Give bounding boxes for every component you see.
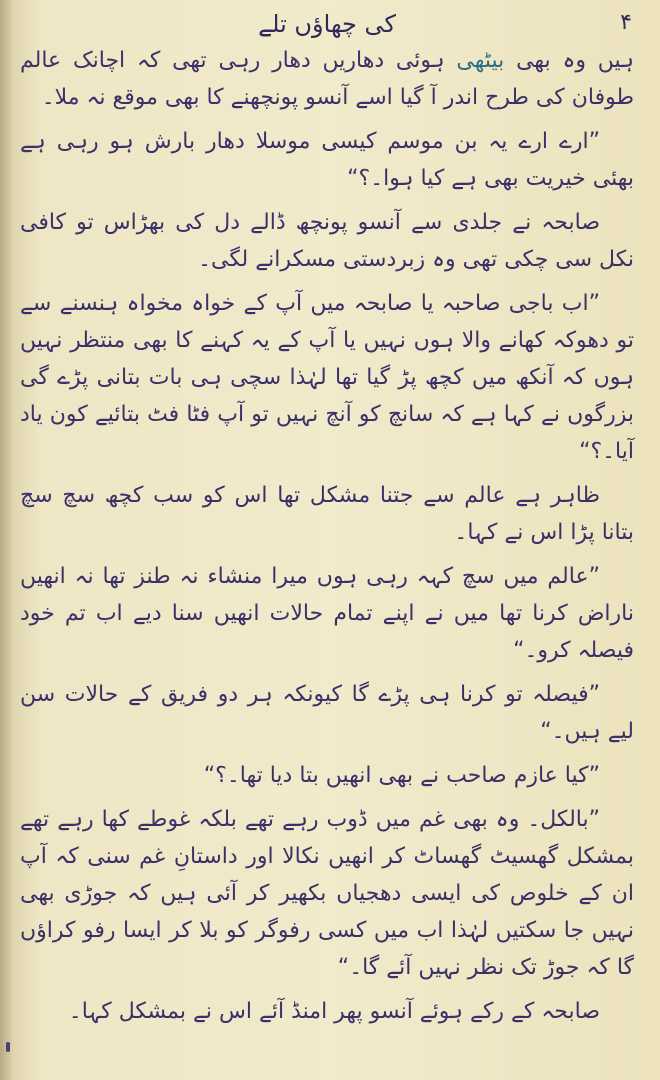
- paragraph-1: [20, 42, 634, 116]
- paragraph-3: صابحہ نے جلدی سے آنسو پونچھ ڈالے دل کی بھڑاس تو کافی نکل سی چکی تھی وہ زبردستی مسکرانے لگی۔: [20, 210, 634, 272]
- paragraph-6: ”عالم میں سچ کہہ رہی ہوں میرا منشاء نہ طنز تھا نہ انھیں ناراض کرنا تھا میں نے اپنے تمام حالات انھیں سنا دیے اب تم خود فیصلہ کرو۔“: [20, 564, 634, 663]
- paragraph-1-after: ہوئی دھاریں دھار رہی تھی کہ اچانک عالم طوفان کی طرح اندر آ گیا اسے آنسو پونچھنے کا بھی موقع نہ ملا۔: [20, 48, 634, 110]
- paragraph-9: ”بالکل۔ وہ بھی غم میں ڈوب رہے تھے بلکہ غوطے کھا رہے تھے بمشکل گھسیٹ گھساٹ کر انھیں نکالا اور داستانِ غم سنی کہ آپ ان کے خلوص کی ایسی دھجیاں بکھیر کر آئی ہیں کہ جوڑی بھی نہیں جا سکتیں لہٰذا اب میں کسی رفوگر کو بلا کر ایسا رفو کراؤں گا کہ جوڑ تک نظر نہیں آئے گا۔“: [20, 807, 634, 980]
- paragraph-8: ”کیا عازم صاحب نے بھی انھیں بتا دیا تھا۔؟“: [203, 763, 600, 788]
- running-title: کی چھاؤں تلے: [258, 10, 396, 38]
- paragraph-1-before: ہیں وہ بھی: [504, 48, 635, 73]
- body-text: [20, 42, 634, 1030]
- paragraph-5: ظاہر ہے عالم سے جتنا مشکل تھا اس کو سب کچھ سچ سچ بتانا پڑا اس نے کہا۔: [20, 483, 634, 545]
- page-header: [20, 8, 634, 42]
- highlighted-word: بیٹھی: [456, 48, 505, 73]
- paragraph-4: ”اب باجی صاحبہ یا صابحہ میں آپ کے خواہ مخواہ ہنسنے سے تو دھوکہ کھانے والا ہوں نہیں یا آپ کے یہ کہنے کا بھی منتظر نہیں ہوں کہ آنکھ میں کچھ پڑ گیا تھا لہٰذا سچی ہی بات بتانی پڑے گی بزرگوں نے کہا ہے کہ سانچ کو آنچ نہیں تو آپ فٹا فٹ بتائیے کون یاد آیا۔؟“: [20, 291, 634, 464]
- page-number: ۴: [620, 10, 632, 35]
- paragraph-7: ”فیصلہ تو کرنا ہی پڑے گا کیونکہ ہر دو فریق کے حالات سن لیے ہیں۔“: [20, 682, 634, 744]
- paragraph-10: صابحہ کے رکے ہوئے آنسو پھر امنڈ آئے اس نے بمشکل کہا۔: [68, 999, 600, 1024]
- margin-ink-mark: [6, 1042, 10, 1052]
- paragraph-2: ”ارے ارے یہ بن موسم کیسی موسلا دھار بارش ہو رہی ہے بھئی خیریت بھی ہے کیا ہوا۔؟“: [20, 129, 634, 191]
